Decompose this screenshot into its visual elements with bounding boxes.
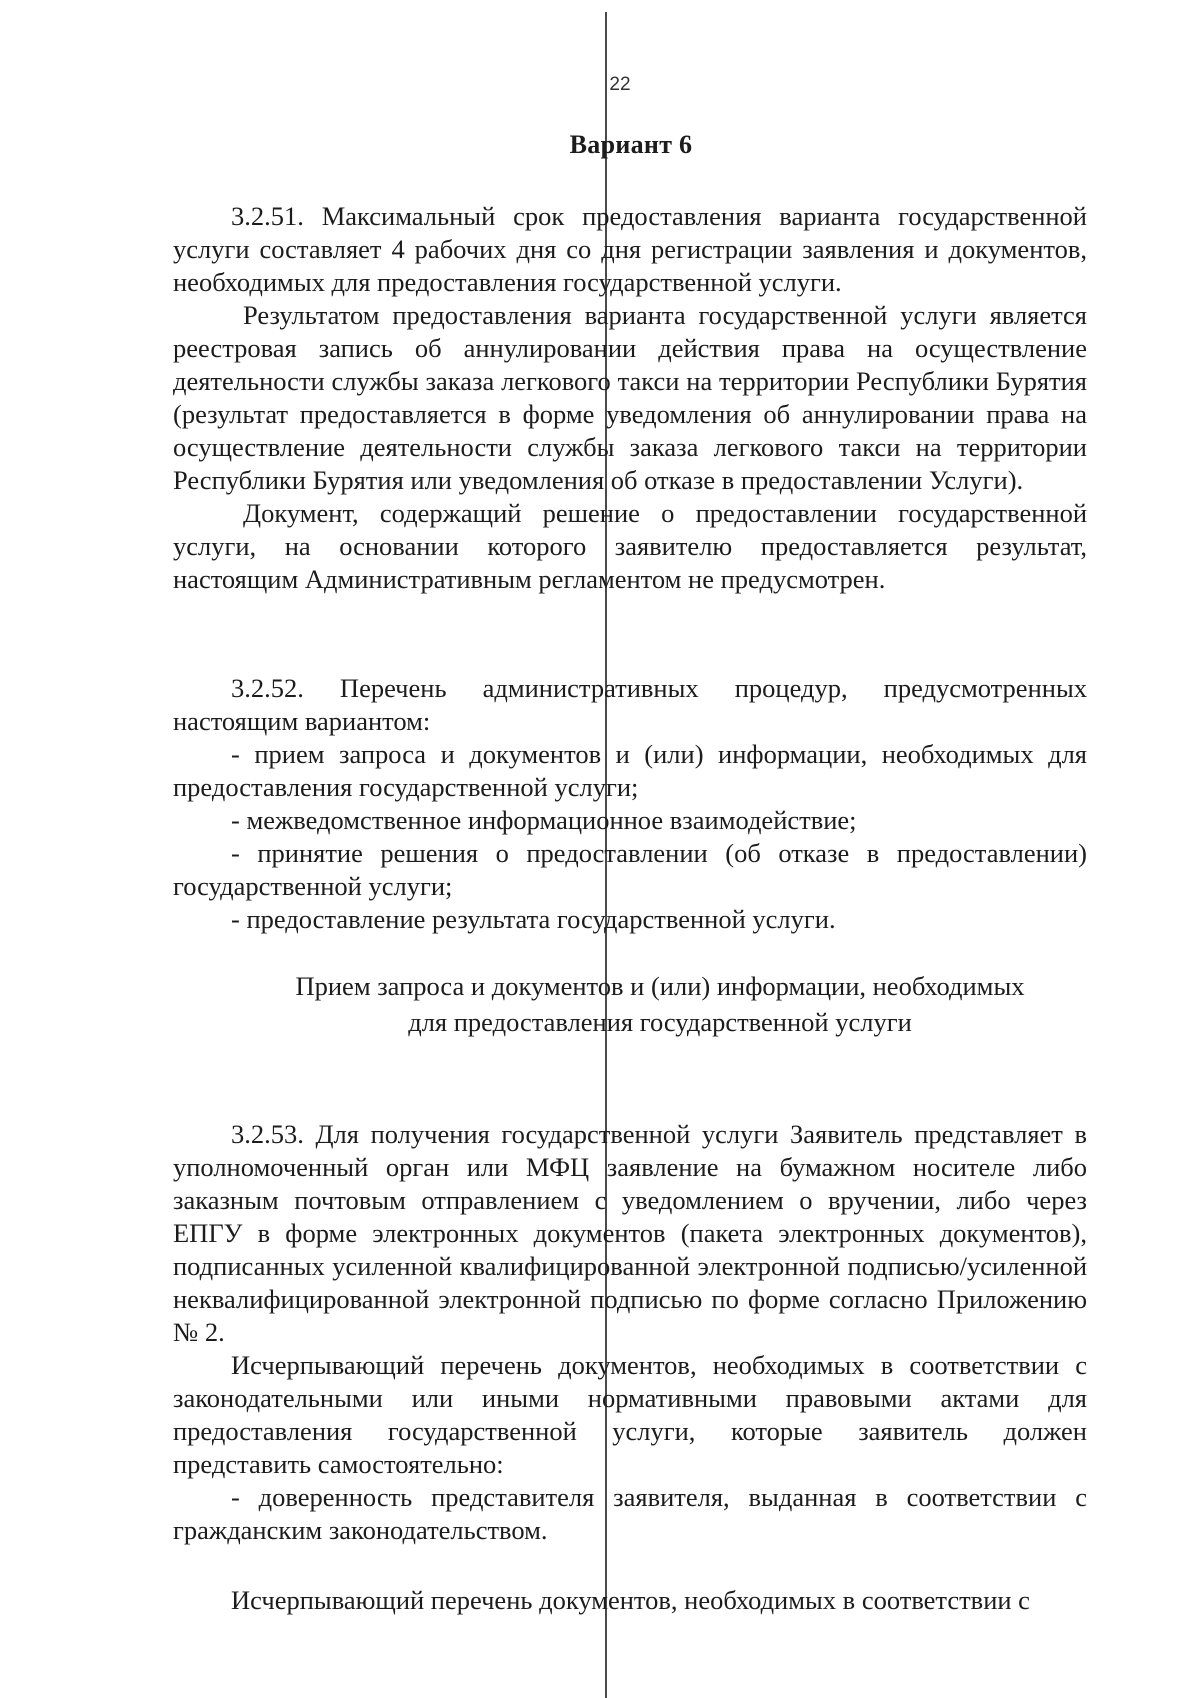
section-continued <box>173 1584 1087 1617</box>
list-item: - межведомственное информационное взаимодействие; <box>231 805 857 835</box>
paragraph-documents-list: Исчерпывающий перечень документов, необходимых в соответствии с законодательными или иными нормативными правовыми актами для предоставления государственной услуги, которые заявитель должен представить самостоятельно: <box>173 1350 1087 1479</box>
page-title: Вариант 6 <box>569 130 693 159</box>
subheading-line: для предоставления государственной услуги <box>408 1007 912 1037</box>
paragraph-decision-document: Документ, содержащий решение о предоставлении государственной услуги, на основании которого заявителю предоставляется результат, настоящим Административным регламентом не предусмотрен. <box>173 498 1087 594</box>
page-number: 22 <box>609 74 631 95</box>
list-item: - принятие решения о предоставлении (об отказе в предоставлении) государственной услуги; <box>173 838 1087 901</box>
list-item: - предоставление результата государственной услуги. <box>231 904 836 934</box>
subheading-line: Прием запроса и документов и (или) информации, необходимых <box>295 971 1025 1001</box>
section-3-2-53 <box>173 1118 1087 1547</box>
section-3-2-51 <box>173 200 1087 596</box>
paragraph-3-2-52: 3.2.52. Перечень административных процедур, предусмотренных настоящим вариантом: <box>173 673 1087 736</box>
paragraph-continued: Исчерпывающий перечень документов, необходимых в соответствии с <box>231 1585 1030 1615</box>
paragraph-3-2-53: 3.2.53. Для получения государственной услуги Заявитель представляет в уполномоченный орган или МФЦ заявление на бумажном носителе либо заказным почтовым отправлением с уведомлением о вручении, либо через ЕПГУ в форме электронных документов (пакета электронных документов), подписанных усиленной квалифицированной электронной подписью/усиленной неквалифицированной электронной подписью по форме согласно Приложению № 2. <box>173 1119 1087 1347</box>
list-item: - прием запроса и документов и (или) информации, необходимых для предоставления государственной услуги; <box>173 739 1087 802</box>
paragraph-result: Результатом предоставления варианта государственной услуги является реестровая запись об аннулировании действия права на осуществление деятельности службы заказа легкового такси на территории Республики Бурятия (результат предоставляется в форме уведомления об аннулировании права на осуществление деятельности службы заказа легкового такси на территории Республики Бурятия или уведомления об отказе в предоставлении Услуги). <box>173 300 1087 495</box>
list-item: - доверенность представителя заявителя, выданная в соответствии с гражданским законодательством. <box>173 1482 1087 1545</box>
section-subheading <box>220 968 1100 1040</box>
section-3-2-52 <box>173 672 1087 936</box>
paragraph-3-2-51: 3.2.51. Максимальный срок предоставления варианта государственной услуги составляет 4 рабочих дня со дня регистрации заявления и документов, необходимых для предоставления государственной услуги. <box>173 201 1087 297</box>
